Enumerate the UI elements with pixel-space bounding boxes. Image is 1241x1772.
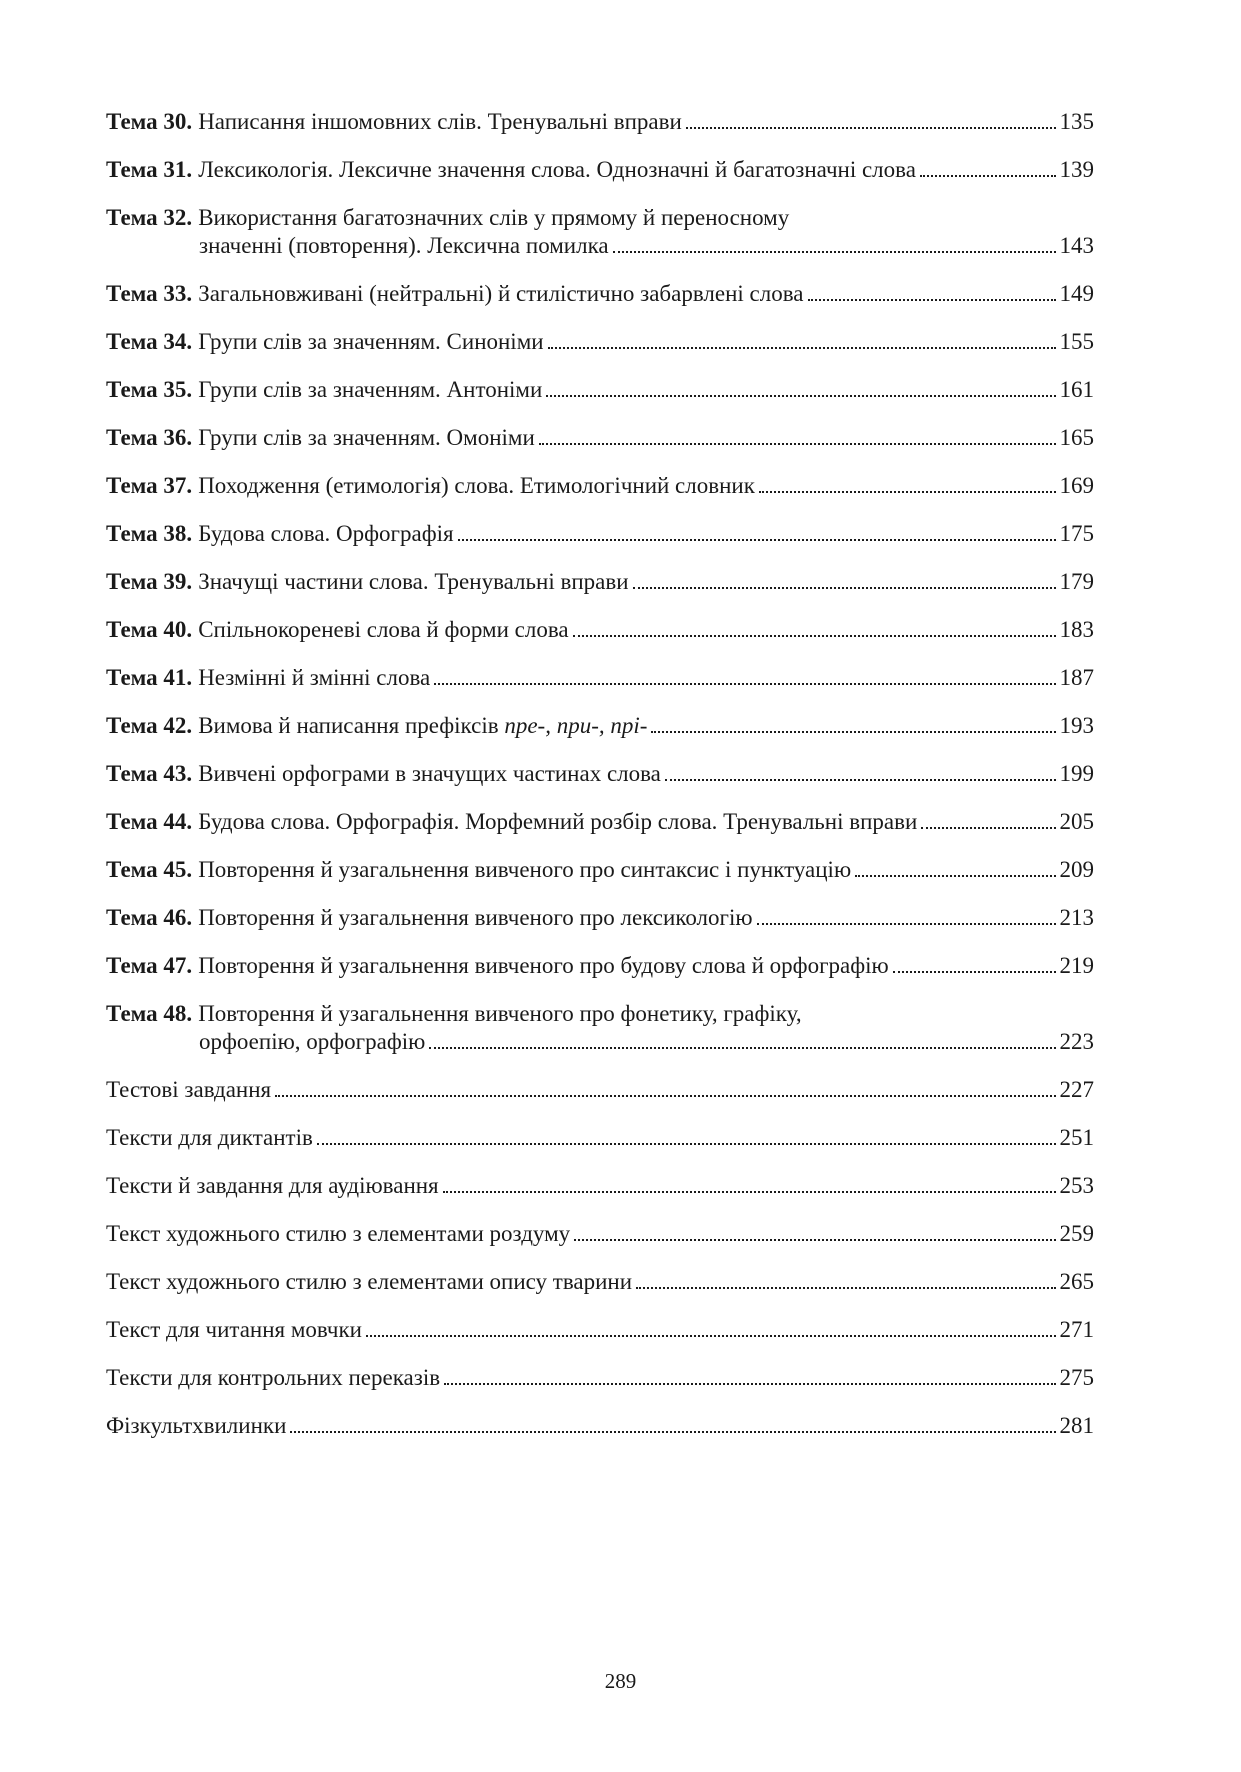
toc-entry-line: [106, 1172, 1094, 1200]
toc-entry-title-wrap: [198, 1000, 801, 1028]
toc-entry-title-wrap: [198, 472, 755, 500]
toc-entry-continuation-line: [106, 232, 1094, 260]
toc-entry-title: Загальновживані (нейтральні) й стилістично забарвлені слова: [198, 281, 804, 306]
toc-entry-page: 271: [1059, 1317, 1094, 1342]
toc-entry-title-wrap: [198, 952, 889, 980]
toc-entry-title: Повторення й узагальнення вивченого про фонетику, графіку,: [198, 1001, 802, 1026]
toc-entry-title: Текст художнього стилю з елементами роздуму: [106, 1221, 571, 1246]
dot-leader: [429, 1047, 1055, 1049]
toc-entry-page: 187: [1059, 665, 1094, 690]
toc-entry-label: Тема 47.: [106, 953, 193, 978]
toc-entry: [106, 568, 1094, 596]
toc-entry: [106, 1124, 1094, 1152]
toc-entry-continuation-line: [106, 1028, 1094, 1056]
toc-entry-line: [106, 328, 1094, 356]
toc-entry-page: 199: [1059, 761, 1094, 786]
dot-leader: [855, 875, 1055, 877]
toc-entry: [106, 156, 1094, 184]
dot-leader: [443, 1191, 1056, 1193]
toc-entry-title-wrap: [106, 1220, 570, 1248]
toc-entry-line: [106, 856, 1094, 884]
dot-leader: [434, 683, 1055, 685]
toc-entry-page: 161: [1059, 377, 1094, 402]
toc-entry-page: 259: [1059, 1221, 1094, 1246]
toc-entry-title: Вивчені орфограми в значущих частинах слова: [198, 761, 661, 786]
toc-entry-title-continuation: значенні (повторення). Лексична помилка: [199, 233, 609, 258]
toc-entry-label: Тема 46.: [106, 905, 193, 930]
toc-entry: [106, 424, 1094, 452]
toc-entry-title-wrap: [106, 1268, 632, 1296]
toc-entry-label: Тема 36.: [106, 425, 193, 450]
toc-entry-title-wrap: [106, 1412, 286, 1440]
toc-entry: [106, 108, 1094, 136]
toc-entry-line: [106, 424, 1094, 452]
toc-entry-title: Групи слів за значенням. Омоніми: [198, 425, 535, 450]
dot-leader: [893, 971, 1056, 973]
toc-entry-title: Тексти для диктантів: [106, 1125, 313, 1150]
toc-entry-title: Повторення й узагальнення вивченого про лексикологію: [198, 905, 753, 930]
dot-leader: [651, 731, 1055, 733]
toc-entry-title: Написання іншомовних слів. Тренувальні вправи: [198, 109, 682, 134]
toc-entry-line: [106, 1364, 1094, 1392]
toc-entry-title-wrap: [198, 280, 803, 308]
toc-entry-page: 175: [1059, 521, 1094, 546]
toc-entry-title: Тестові завдання: [106, 1077, 272, 1102]
toc-entry-title-wrap: [106, 1076, 271, 1104]
dot-leader: [573, 635, 1056, 637]
toc-entry-title: Фізкультхвилинки: [106, 1413, 287, 1438]
toc-entry-title: Тексти й завдання для аудіювання: [106, 1173, 439, 1198]
toc-entry-label: Тема 39.: [106, 569, 193, 594]
toc-entry-line: [106, 156, 1094, 184]
toc-entry: [106, 520, 1094, 548]
toc-entry: [106, 1172, 1094, 1200]
toc-entry-title-wrap: [198, 376, 542, 404]
dot-leader: [686, 127, 1056, 129]
toc-entry: [106, 328, 1094, 356]
toc-entry-label: Тема 48.: [106, 1001, 193, 1026]
toc-entry-page: 155: [1059, 329, 1094, 354]
toc-entry: [106, 472, 1094, 500]
toc-entry-page: 209: [1059, 857, 1094, 882]
toc-entry-label: Тема 38.: [106, 521, 193, 546]
toc-entry-title-italic: пре-, при-, прі-: [504, 713, 648, 738]
toc-entry: [106, 616, 1094, 644]
toc-entry-title-wrap: [106, 1172, 439, 1200]
toc-entry-label: Тема 40.: [106, 617, 193, 642]
toc-entry-line: [106, 1220, 1094, 1248]
toc-entry-title: Текст для читання мовчки: [106, 1317, 362, 1342]
dot-leader: [921, 827, 1055, 829]
dot-leader: [574, 1239, 1055, 1241]
dot-leader: [317, 1143, 1056, 1145]
toc-entry-label: Тема 33.: [106, 281, 193, 306]
toc-entry-label: Тема 44.: [106, 809, 193, 834]
toc-entry: [106, 1076, 1094, 1104]
toc-entry-title-wrap: [198, 568, 628, 596]
toc-entry-title-wrap: [198, 108, 682, 136]
toc-entry-page: 135: [1059, 109, 1094, 134]
toc-entry-line: [106, 376, 1094, 404]
toc-entry: [106, 1316, 1094, 1344]
toc-entry-line: [106, 1076, 1094, 1104]
toc-entry-title: Групи слів за значенням. Синоніми: [198, 329, 544, 354]
toc-entry-title-wrap: [198, 904, 752, 932]
toc-entry-label: Тема 37.: [106, 473, 193, 498]
toc-entry-line: [106, 616, 1094, 644]
toc-entry: [106, 952, 1094, 980]
toc-entry-title: Вимова й написання префіксів: [198, 713, 505, 738]
dot-leader: [613, 251, 1056, 253]
toc-entry-title: Значущі частини слова. Тренувальні вправи: [198, 569, 629, 594]
toc-entry-page: 265: [1059, 1269, 1094, 1294]
toc-entry-label: Тема 34.: [106, 329, 193, 354]
toc-entry-page: 275: [1059, 1365, 1094, 1390]
table-of-contents: [106, 108, 1094, 1460]
toc-entry-label: Тема 35.: [106, 377, 193, 402]
toc-entry-line: [106, 1412, 1094, 1440]
toc-entry-page: 193: [1059, 713, 1094, 738]
dot-leader: [275, 1095, 1055, 1097]
toc-entry: [106, 1364, 1094, 1392]
toc-entry-title: Повторення й узагальнення вивченого про будову слова й орфографію: [198, 953, 889, 978]
toc-entry: [106, 1220, 1094, 1248]
dot-leader: [759, 491, 1056, 493]
toc-entry-title-wrap: [106, 1316, 362, 1344]
toc-entry: [106, 664, 1094, 692]
toc-entry-label: Тема 43.: [106, 761, 193, 786]
toc-entry-title-wrap: [198, 616, 568, 644]
toc-entry: [106, 856, 1094, 884]
toc-entry-title: Незмінні й змінні слова: [198, 665, 431, 690]
toc-entry-title: Будова слова. Орфографія. Морфемний розбір слова. Тренувальні вправи: [198, 809, 918, 834]
toc-entry-title: Будова слова. Орфографія: [198, 521, 454, 546]
toc-entry-line: [106, 664, 1094, 692]
toc-entry-label: Тема 42.: [106, 713, 193, 738]
toc-entry: [106, 204, 1094, 260]
toc-entry: [106, 712, 1094, 740]
toc-entry-title: Лексикологія. Лексичне значення слова. Однозначні й багатозначні слова: [198, 157, 916, 182]
toc-entry-label: Тема 45.: [106, 857, 193, 882]
toc-entry-title-wrap: [198, 760, 661, 788]
toc-entry-title: Тексти для контрольних переказів: [106, 1365, 441, 1390]
toc-entry: [106, 1268, 1094, 1296]
toc-entry-page: 165: [1059, 425, 1094, 450]
toc-entry-label: Тема 41.: [106, 665, 193, 690]
toc-entry-line: [106, 280, 1094, 308]
toc-entry-page: 253: [1059, 1173, 1094, 1198]
toc-entry-line: [106, 808, 1094, 836]
toc-entry-line: [106, 712, 1094, 740]
toc-entry-line: [106, 760, 1094, 788]
toc-entry-title-wrap: [198, 204, 789, 232]
toc-entry-title: Текст художнього стилю з елементами опису тварини: [106, 1269, 633, 1294]
dot-leader: [444, 1383, 1055, 1385]
toc-entry-title: Повторення й узагальнення вивченого про синтаксис і пунктуацію: [198, 857, 852, 882]
toc-entry: [106, 280, 1094, 308]
toc-entry-title-wrap: [198, 664, 430, 692]
toc-entry-line: [106, 1124, 1094, 1152]
toc-entry-title-wrap: [198, 856, 851, 884]
toc-entry: [106, 1412, 1094, 1440]
toc-entry-title-wrap: [198, 712, 647, 740]
toc-entry-line: [106, 952, 1094, 980]
dot-leader: [808, 299, 1056, 301]
toc-entry: [106, 1000, 1094, 1056]
toc-entry-title-wrap: [198, 808, 917, 836]
toc-entry: [106, 760, 1094, 788]
toc-entry-title-continuation: орфоепію, орфографію: [199, 1029, 426, 1054]
toc-entry-line: [106, 1268, 1094, 1296]
dot-leader: [546, 395, 1055, 397]
dot-leader: [920, 175, 1056, 177]
toc-entry-title-wrap: [106, 1364, 440, 1392]
toc-entry-line: [106, 520, 1094, 548]
toc-entry-page: 205: [1059, 809, 1094, 834]
toc-entry-label: Тема 31.: [106, 157, 193, 182]
toc-entry-label: Тема 32.: [106, 205, 193, 230]
toc-entry-page: 139: [1059, 157, 1094, 182]
dot-leader: [665, 779, 1056, 781]
toc-entry: [106, 376, 1094, 404]
toc-entry-line: [106, 904, 1094, 932]
dot-leader: [539, 443, 1056, 445]
toc-entry-page: 219: [1059, 953, 1094, 978]
page-number: 289: [604, 1669, 637, 1693]
toc-entry-title-wrap: [198, 424, 535, 452]
dot-leader: [548, 347, 1056, 349]
toc-entry: [106, 904, 1094, 932]
toc-entry-title: Походження (етимологія) слова. Етимологічний словник: [198, 473, 755, 498]
toc-entry-title-wrap: [198, 156, 916, 184]
dot-leader: [636, 1287, 1055, 1289]
toc-entry-line: [106, 204, 1094, 232]
toc-entry-line: [106, 108, 1094, 136]
toc-entry-page: 149: [1059, 281, 1094, 306]
toc-entry-page: 227: [1059, 1077, 1094, 1102]
dot-leader: [290, 1431, 1055, 1433]
toc-entry-title: Використання багатозначних слів у прямому й переносному: [198, 205, 790, 230]
toc-entry-page: 213: [1059, 905, 1094, 930]
toc-entry-page: 169: [1059, 473, 1094, 498]
toc-entry-title-wrap: [106, 1124, 313, 1152]
toc-entry-title-wrap: [198, 520, 453, 548]
toc-entry-label: Тема 30.: [106, 109, 193, 134]
toc-entry-page: 281: [1059, 1413, 1094, 1438]
toc-entry: [106, 808, 1094, 836]
toc-entry-page: 143: [1059, 233, 1094, 258]
toc-entry-page: 183: [1059, 617, 1094, 642]
toc-entry-line: [106, 1316, 1094, 1344]
toc-entry-page: 179: [1059, 569, 1094, 594]
dot-leader: [458, 539, 1056, 541]
toc-entry-page: 223: [1059, 1029, 1094, 1054]
dot-leader: [633, 587, 1056, 589]
toc-entry-line: [106, 568, 1094, 596]
dot-leader: [757, 923, 1056, 925]
dot-leader: [366, 1335, 1056, 1337]
toc-entry-title: Групи слів за значенням. Антоніми: [198, 377, 543, 402]
toc-entry-title-wrap: [198, 328, 543, 356]
toc-entry-line: [106, 472, 1094, 500]
toc-entry-line: [106, 1000, 1094, 1028]
toc-entry-title: Спільнокореневі слова й форми слова: [198, 617, 569, 642]
toc-entry-page: 251: [1059, 1125, 1094, 1150]
